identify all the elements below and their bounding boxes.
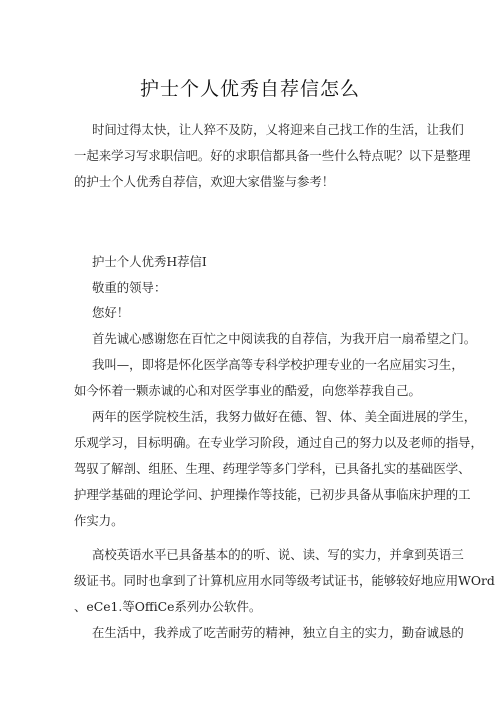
paragraph-1-line-1: 首先诚心感谢您在百忙之中阅读我的自荐信，为我开启一扇希望之门。 (92, 331, 477, 346)
paragraph-3-line-5: 作实力。 (74, 513, 124, 528)
paragraph-3-line-2: 乐观学习，目标明确。在专业学习阶段，通过自己的努力以及老师的指导， (74, 435, 483, 450)
paragraph-3-line-3: 驾驭了解剖、组胚、生理、药理学等多门学科，已具备扎实的基础医学、 (74, 461, 471, 476)
paragraph-2-line-2: 如今怀着一颗赤诚的心和对医学事业的酷爱，向您举荐我自己。 (74, 383, 421, 398)
intro-line-2: 一起来学习写求职信吧。好的求职信都具备一些什么特点呢？以下是整理 (74, 148, 471, 163)
letter-heading: 护士个人优秀H荐信I (92, 254, 207, 269)
letter-salutation: 敬重的领导： (92, 280, 167, 295)
paragraph-4-line-1: 高校英语水平已具备基本的的听、说、读、写的实力，并拿到英语三 (92, 547, 464, 562)
paragraph-3-line-4: 护理学基础的理论学问、护理操作等技能，已初步具备从事临床护理的工 (74, 487, 471, 502)
paragraph-5-line-1: 在生活中，我养成了吃苦耐劳的精神，独立自主的实力，勤奋诚恳的 (92, 625, 464, 640)
paragraph-3-line-1: 两年的医学院校生活，我努力做好在德、智、体、美全面进展的学生， (92, 409, 477, 424)
paragraph-4-line-3: 、eCe1.等OffiCe系列办公软件。 (74, 599, 262, 614)
intro-line-1: 时间过得太快，让人猝不及防，乂将迎来自己找工作的生活，让我们 (92, 122, 464, 137)
document-title: 护士个人优秀自荐信怎么 (139, 78, 360, 100)
paragraph-4-line-2: 级证书。同时也拿到了计算机应用水同等级考试证书，能够较好地应用WOrd (74, 573, 495, 588)
letter-greeting: 您好！ (92, 305, 130, 320)
intro-line-3: 的护士个人优秀自荐信，欢迎大家借鉴与参考！ (74, 174, 335, 189)
paragraph-2-line-1: 我叫—，即将是怀化医学高等专科学校护理专业的一名应届实习生， (92, 357, 464, 372)
